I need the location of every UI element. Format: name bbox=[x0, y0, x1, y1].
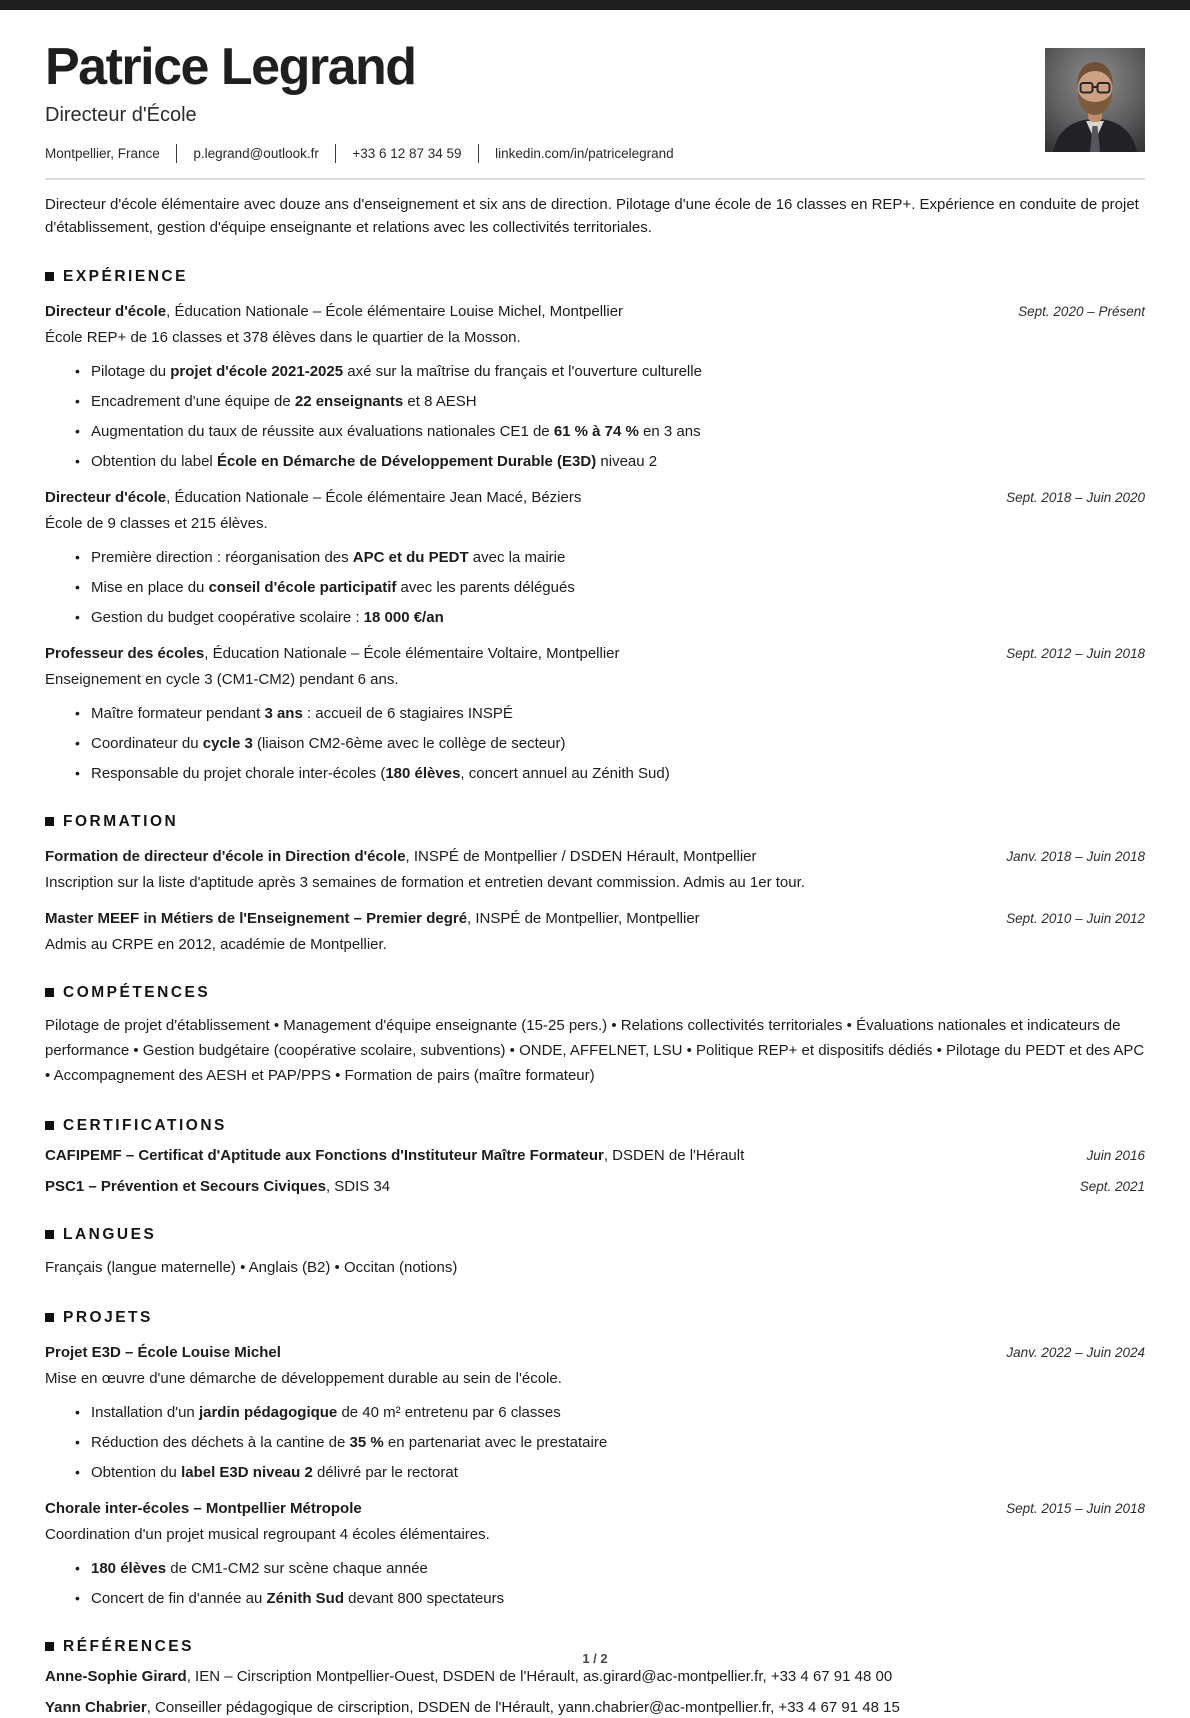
section-header-competences bbox=[45, 984, 1145, 1002]
entry-date: Sept. 2021 bbox=[1079, 1178, 1145, 1194]
entry-subtitle: Enseignement en cycle 3 (CM1-CM2) pendant 6 ans. bbox=[45, 670, 399, 688]
formation-entry bbox=[45, 846, 1145, 893]
bullet-item: • Encadrement d'une équipe de 22 enseignants et 8 AESH bbox=[75, 391, 1145, 412]
competences-list: Pilotage de projet d'établissement • Management d'équipe enseignante (15-25 pers.) • Relations collectivités territoriales • Évaluations nationales et indicateurs de performance • Gestion budgétaire (coopérative scolaire, subventions) • ONDE, AFFELNET, LSU • Politique REP+ et dispositifs dédiés • Pilotage du PEDT et des APC • Accompagnement des AESH et PAP/PPS • Formation de pairs (maître formateur) bbox=[45, 1016, 1145, 1084]
entry-title: Master MEEF in Métiers de l'Enseignement – Premier degré, INSPÉ de Montpellier, Montpellier bbox=[45, 909, 700, 927]
profile-photo bbox=[1045, 48, 1145, 152]
section-title: LANGUES bbox=[63, 1225, 157, 1243]
contact-phone: +33 6 12 87 34 59 bbox=[352, 145, 462, 161]
entry-subtitle: Admis au CRPE en 2012, académie de Montpellier. bbox=[45, 935, 387, 953]
entry-date: Sept. 2015 – Juin 2018 bbox=[1006, 1500, 1145, 1516]
section-marker-icon bbox=[45, 1230, 54, 1239]
section-header-experience bbox=[45, 268, 1145, 286]
bullet-item: • Coordinateur du cycle 3 (liaison CM2-6ème avec le collège de secteur) bbox=[75, 733, 1145, 754]
section-title: CERTIFICATIONS bbox=[63, 1116, 227, 1134]
reference-line: Anne-Sophie Girard, IEN – Cirscription Montpellier-Ouest, DSDEN de l'Hérault, as.girard@ac-montpellier.fr, +33 4 67 91 48 00 bbox=[45, 1667, 893, 1685]
experience-entry bbox=[45, 487, 1145, 628]
contact-separator bbox=[335, 144, 337, 163]
entry-bullets bbox=[45, 361, 1145, 472]
langues-list: Français (langue maternelle) • Anglais (B2) • Occitan (notions) bbox=[45, 1258, 458, 1276]
entry-head bbox=[45, 643, 1145, 664]
entry-title: Projet E3D – École Louise Michel bbox=[45, 1343, 281, 1361]
experience-entry bbox=[45, 643, 1145, 784]
entry-date: Sept. 2020 – Présent bbox=[1018, 303, 1145, 319]
entry-head bbox=[45, 487, 1145, 508]
bullet-item: • Mise en place du conseil d'école participatif avec les parents délégués bbox=[75, 577, 1145, 598]
entry-subtitle: Mise en œuvre d'une démarche de développement durable au sein de l'école. bbox=[45, 1369, 562, 1387]
entry-head bbox=[45, 301, 1145, 322]
top-bar bbox=[0, 0, 1190, 10]
bullet-item: • Maître formateur pendant 3 ans : accueil de 6 stagiaires INSPÉ bbox=[75, 703, 1145, 724]
entry-bullets bbox=[45, 1402, 1145, 1483]
bullet-item: • Augmentation du taux de réussite aux évaluations nationales CE1 de 61 % à 74 % en 3 ans bbox=[75, 421, 1145, 442]
contact-linkedin: linkedin.com/in/patricelegrand bbox=[495, 145, 674, 161]
entry-title: Directeur d'école, Éducation Nationale – École élémentaire Jean Macé, Béziers bbox=[45, 488, 582, 506]
entry-bullets bbox=[45, 703, 1145, 784]
entry-date: Janv. 2022 – Juin 2024 bbox=[1006, 1344, 1145, 1360]
certification-entry bbox=[45, 1176, 1145, 1197]
bullet-item: • Responsable du projet chorale inter-écoles (180 élèves, concert annuel au Zénith Sud) bbox=[75, 763, 1145, 784]
section-title: EXPÉRIENCE bbox=[63, 267, 188, 285]
entry-date: Sept. 2010 – Juin 2012 bbox=[1006, 910, 1145, 926]
entry-head bbox=[45, 846, 1145, 867]
page-indicator: 1 / 2 bbox=[582, 1651, 608, 1666]
section-marker-icon bbox=[45, 272, 54, 281]
bullet-item: • Installation d'un jardin pédagogique de 40 m² entretenu par 6 classes bbox=[75, 1402, 1145, 1423]
section-marker-icon bbox=[45, 817, 54, 826]
candidate-name: Patrice Legrand bbox=[45, 38, 416, 96]
section-title: PROJETS bbox=[63, 1308, 153, 1326]
entry-bullets bbox=[45, 1558, 1145, 1609]
entry-head bbox=[45, 1176, 1145, 1197]
bullet-item: • Pilotage du projet d'école 2021-2025 axé sur la maîtrise du français et l'ouverture culturelle bbox=[75, 361, 1145, 382]
entry-head bbox=[45, 1342, 1145, 1363]
projet-entry bbox=[45, 1342, 1145, 1483]
section-title: FORMATION bbox=[63, 812, 179, 830]
section-marker-icon bbox=[45, 1313, 54, 1322]
entry-subtitle: École de 9 classes et 215 élèves. bbox=[45, 514, 268, 532]
bullet-item: • Obtention du label E3D niveau 2 délivré par le rectorat bbox=[75, 1462, 1145, 1483]
contact-row bbox=[45, 144, 674, 163]
entry-bullets bbox=[45, 547, 1145, 628]
section-header-formation bbox=[45, 813, 1145, 831]
entry-title: CAFIPEMF – Certificat d'Aptitude aux Fonctions d'Instituteur Maître Formateur, DSDEN de l'Hérault bbox=[45, 1146, 745, 1164]
bullet-item: • Obtention du label École en Démarche de Développement Durable (E3D) niveau 2 bbox=[75, 451, 1145, 472]
candidate-title: Directeur d'École bbox=[45, 103, 197, 126]
section-header-langues bbox=[45, 1226, 1145, 1244]
formation-entry bbox=[45, 908, 1145, 955]
header-divider bbox=[45, 178, 1145, 180]
entry-subtitle: Inscription sur la liste d'aptitude après 3 semaines de formation et entretien devant commission. Admis au 1er tour. bbox=[45, 873, 805, 891]
bullet-item: • 180 élèves de CM1-CM2 sur scène chaque année bbox=[75, 1558, 1145, 1579]
section-marker-icon bbox=[45, 1642, 54, 1651]
entry-title: Chorale inter-écoles – Montpellier Métropole bbox=[45, 1499, 362, 1517]
contact-separator bbox=[176, 144, 178, 163]
entry-head bbox=[45, 1498, 1145, 1519]
projet-entry bbox=[45, 1498, 1145, 1609]
entry-head bbox=[45, 1145, 1145, 1166]
entry-head bbox=[45, 908, 1145, 929]
reference-line: Yann Chabrier, Conseiller pédagogique de cirscription, DSDEN de l'Hérault, yann.chabrier@ac-montpellier.fr, +33 4 67 91 48 15 bbox=[45, 1698, 900, 1716]
entry-subtitle: École REP+ de 16 classes et 378 élèves dans le quartier de la Mosson. bbox=[45, 328, 521, 346]
bullet-item: • Gestion du budget coopérative scolaire : 18 000 €/an bbox=[75, 607, 1145, 628]
section-marker-icon bbox=[45, 1121, 54, 1130]
entry-date: Janv. 2018 – Juin 2018 bbox=[1006, 848, 1145, 864]
section-header-projets bbox=[45, 1309, 1145, 1327]
entry-title: Directeur d'école, Éducation Nationale – École élémentaire Louise Michel, Montpellier bbox=[45, 302, 624, 320]
entry-date: Juin 2016 bbox=[1086, 1147, 1145, 1163]
header-text bbox=[45, 40, 674, 163]
section-title: COMPÉTENCES bbox=[63, 983, 211, 1001]
resume-page bbox=[0, 10, 1190, 1718]
contact-separator bbox=[478, 144, 480, 163]
entry-title: Professeur des écoles, Éducation Nationale – École élémentaire Voltaire, Montpellier bbox=[45, 644, 620, 662]
entry-subtitle: Coordination d'un projet musical regroupant 4 écoles élémentaires. bbox=[45, 1525, 490, 1543]
contact-email: p.legrand@outlook.fr bbox=[193, 145, 319, 161]
entry-title: PSC1 – Prévention et Secours Civiques, SDIS 34 bbox=[45, 1177, 391, 1195]
bullet-item: • Première direction : réorganisation des APC et du PEDT avec la mairie bbox=[75, 547, 1145, 568]
entry-date: Sept. 2018 – Juin 2020 bbox=[1006, 489, 1145, 505]
section-header-certifications bbox=[45, 1117, 1145, 1135]
certification-entry bbox=[45, 1145, 1145, 1166]
section-marker-icon bbox=[45, 988, 54, 997]
summary-text: Directeur d'école élémentaire avec douze ans d'enseignement et six ans de direction. Pilotage d'une école de 16 classes en REP+. Expérience en conduite de projet d'établissement, gestion d'équipe enseignante et relations avec les collectivités territoriales. bbox=[45, 195, 1139, 236]
entry-title: Formation de directeur d'école in Direction d'école, INSPÉ de Montpellier / DSDEN Hérault, Montpellier bbox=[45, 847, 757, 865]
entry-date: Sept. 2012 – Juin 2018 bbox=[1006, 645, 1145, 661]
experience-entry bbox=[45, 301, 1145, 472]
bullet-item: • Concert de fin d'année au Zénith Sud devant 800 spectateurs bbox=[75, 1588, 1145, 1609]
contact-location: Montpellier, France bbox=[45, 145, 160, 161]
bullet-item: • Réduction des déchets à la cantine de 35 % en partenariat avec le prestataire bbox=[75, 1432, 1145, 1453]
section-title: RÉFÉRENCES bbox=[63, 1637, 194, 1655]
header bbox=[45, 10, 1145, 163]
